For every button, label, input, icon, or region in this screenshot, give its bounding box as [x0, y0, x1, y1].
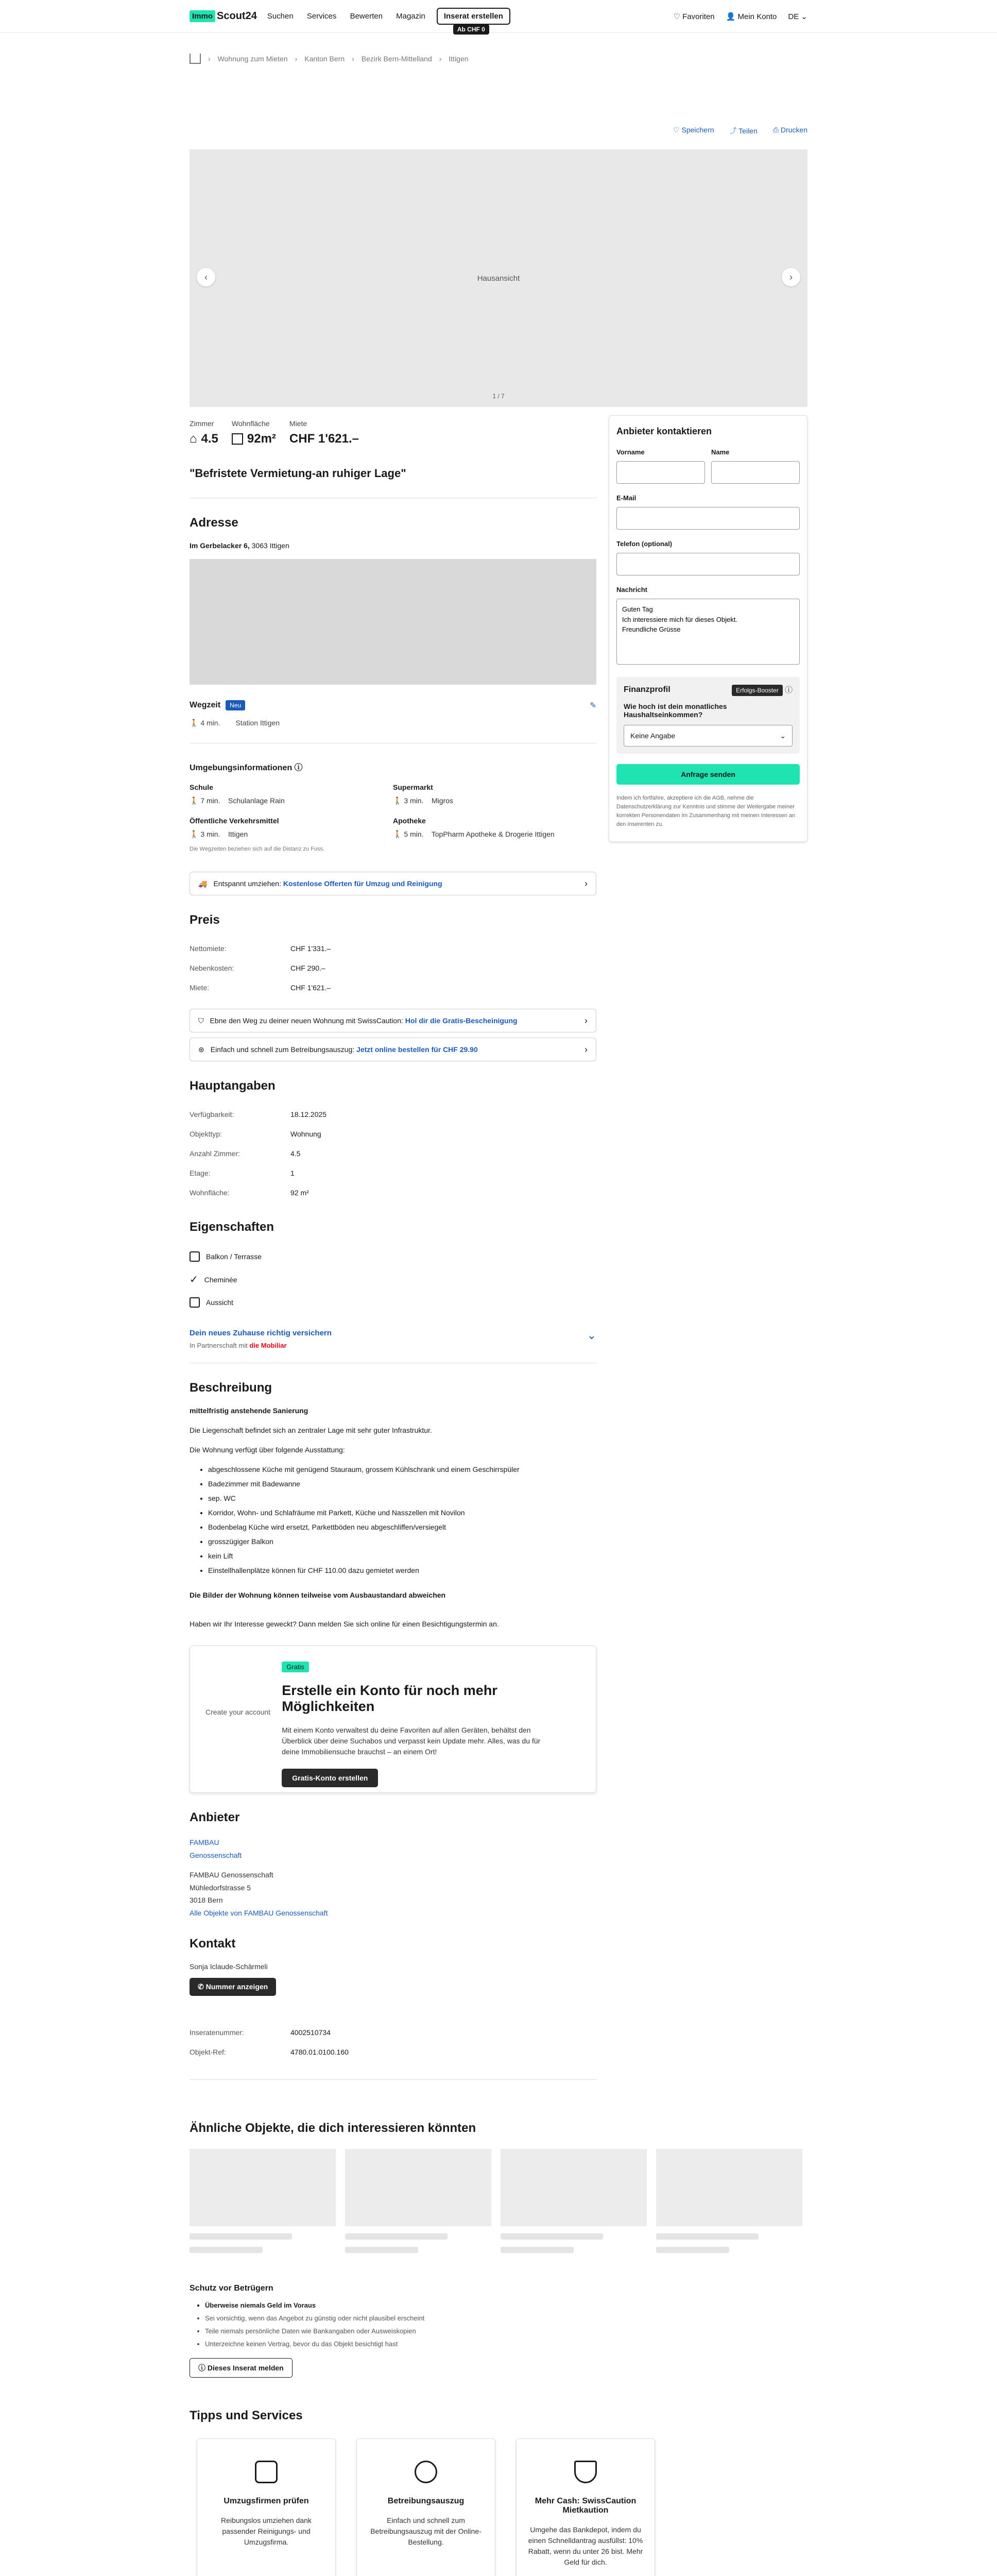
walk-icon: 🚶 [190, 830, 199, 838]
info-value: 92 m² [290, 1189, 309, 1197]
env-title: Apotheke [393, 817, 426, 825]
env-title: Supermarkt [393, 783, 433, 791]
route-heading: Wegzeit [190, 701, 221, 709]
walk-icon: 🚶 [190, 719, 199, 727]
share-label: Teilen [738, 127, 758, 135]
main-nav [267, 12, 437, 21]
email-label: E-Mail [616, 494, 637, 502]
env-name: TopPharm Apotheke & Drogerie Ittigen [431, 830, 555, 838]
tip-card-deposit [516, 2438, 655, 2576]
income-select[interactable] [624, 725, 793, 747]
show-number-label: Nummer anzeigen [205, 1982, 268, 1991]
message-textarea[interactable] [616, 599, 800, 665]
description-section [190, 1381, 596, 1628]
printer-icon: ⎙ [772, 126, 779, 134]
price-heading: Preis [190, 913, 220, 927]
info-icon[interactable]: ⓘ [784, 686, 793, 694]
feature-item [190, 1267, 596, 1292]
promo-link[interactable]: Hol dir die Gratis-Bescheinigung [405, 1016, 518, 1025]
home-icon[interactable] [190, 54, 201, 64]
walk-icon: 🚶 [393, 830, 402, 838]
breadcrumb [0, 33, 997, 84]
tips-services [0, 2409, 997, 2576]
info-label: Anzahl Zimmer: [190, 1149, 240, 1158]
card-image-placeholder [501, 2149, 647, 2226]
skeleton-line [345, 2233, 448, 2240]
free-badge: Gratis [282, 1662, 309, 1672]
tip-text: Reibungslos umziehen dank passender Reinigungs- und Umzugsfirma. [221, 2516, 312, 2546]
promo-text: Entspannt umziehen: [213, 879, 281, 888]
environment-grid [190, 783, 596, 839]
firstname-label: Vorname [616, 448, 645, 456]
walk-icon: 🚶 [190, 796, 199, 805]
env-time: 7 min. [200, 796, 220, 805]
promo-link[interactable]: Jetzt online bestellen für CHF 29.90 [356, 1045, 478, 1054]
id-row [190, 2042, 596, 2062]
insurance-promo[interactable] [190, 1329, 596, 1363]
route-section [190, 700, 596, 710]
chevron-right-icon: › [585, 878, 588, 889]
listing-ids [190, 2023, 596, 2080]
breadcrumb-item[interactable]: Kanton Bern [304, 55, 345, 63]
address-heading: Adresse [190, 516, 238, 530]
show-number-button[interactable] [190, 1978, 276, 1996]
chevron-down-icon[interactable]: ⌄ [587, 1329, 596, 1342]
chevron-right-icon: › [585, 1015, 588, 1026]
skeleton-line [656, 2233, 759, 2240]
skeleton-line [501, 2247, 574, 2253]
price-value: CHF 1'621.– [290, 984, 331, 992]
env-time: 5 min. [404, 830, 424, 838]
breadcrumb-item[interactable]: Bezirk Bern-Mittelland [361, 55, 432, 63]
chevron-right-icon: › [439, 55, 442, 63]
price-value: CHF 1'331.– [290, 944, 331, 953]
insert-listing-label: Inserat erstellen [443, 12, 503, 21]
description-paragraph: Haben wir Ihr Interesse geweckt? Dann melden Sie sich online für einen Besichtigungstermin an. [190, 1620, 499, 1628]
save-button[interactable] [673, 126, 714, 141]
gallery-counter: 1 / 7 [492, 393, 505, 400]
chevron-right-icon: › [208, 55, 211, 63]
key-fact-label: Miete [289, 419, 307, 428]
account-promo-card [190, 1646, 596, 1793]
main-info-heading: Hauptangaben [190, 1079, 276, 1093]
route-station: Station Ittigen [235, 719, 280, 727]
price-label: Miete: [190, 984, 210, 992]
insert-listing-button[interactable] [437, 8, 510, 33]
list-item: • Bodenbelag Küche wird ersetzt, Parkettböden neu abgeschliffen/versiegelt [208, 1523, 596, 1531]
nav-rate[interactable]: Bewerten [350, 12, 383, 21]
env-item-pharmacy [393, 817, 596, 839]
shield-icon [574, 2461, 597, 2483]
all-objects-link[interactable]: Alle Objekte von FAMBAU Genossenschaft [190, 1908, 328, 1917]
tips-heading: Tipps und Services [190, 2409, 303, 2422]
save-label: Speichern [681, 126, 714, 134]
skeleton-line [501, 2233, 603, 2240]
fraud-protection [0, 2284, 997, 2378]
income-question: Wie hoch ist dein monatliches Haushaltseinkommen? [624, 702, 727, 719]
report-label: Dieses Inserat melden [207, 2364, 284, 2372]
chevron-right-icon[interactable]: › [782, 268, 800, 286]
swisscaution-promo[interactable] [190, 1009, 596, 1032]
contact-name: Sonja Iclaude-Schärmeli [190, 1962, 268, 1971]
nav-search[interactable]: Suchen [267, 12, 294, 21]
firstname-input[interactable] [616, 461, 705, 484]
provider-city: 3018 Bern [190, 1896, 223, 1904]
id-label: Objekt-Ref: [190, 2048, 226, 2056]
share-button[interactable] [730, 126, 758, 141]
account-card-label: Create your account [205, 1708, 271, 1716]
skeleton-line [345, 2247, 418, 2253]
feature-item [190, 1292, 596, 1313]
address-city: 3063 Ittigen [251, 541, 289, 550]
promo-link[interactable]: Kostenlose Offerten für Umzug und Reinigung [283, 879, 442, 888]
provider-info [190, 1836, 596, 1919]
house-icon: ⌂ [190, 432, 197, 446]
env-name: Migros [432, 796, 454, 805]
booster-badge: Erfolgs-Booster [732, 685, 783, 696]
check-icon: ✓ [190, 1274, 198, 1285]
lastname-input[interactable] [711, 461, 800, 484]
main-content [190, 407, 596, 2080]
price-value: CHF 290.– [290, 964, 325, 972]
description-heading: Beschreibung [190, 1381, 272, 1395]
list-item: • grosszügiger Balkon [208, 1537, 596, 1546]
partner-text: In Partnerschaft mit [190, 1342, 248, 1349]
card-image-placeholder [656, 2149, 802, 2226]
chevron-right-icon: › [295, 55, 298, 63]
env-time: 3 min. [404, 796, 424, 805]
contact-heading: Kontakt [190, 1937, 236, 1951]
info-label: Etage: [190, 1169, 211, 1177]
env-name: Ittigen [228, 830, 248, 838]
tip-text: Umgehe das Bankdepot, indem du einen Schnelldantrag ausfüllst: 10% Rabatt, wenn du unter 26 bist. Mehr Geld für dich. [528, 2526, 643, 2566]
price-label: Nettomiete: [190, 944, 227, 953]
contact-form-heading: Anbieter kontaktieren [616, 426, 712, 436]
key-fact-label: Wohnfläche [231, 419, 270, 428]
info-label: Objekttyp: [190, 1130, 222, 1138]
similar-card-placeholder[interactable] [345, 2149, 491, 2253]
heart-icon: ♡ [673, 12, 680, 21]
heart-icon: ♡ [673, 126, 680, 134]
nav-services[interactable]: Services [306, 12, 337, 21]
nav-magazine[interactable]: Magazin [396, 12, 425, 21]
provider-link[interactable]: Genossenschaft [190, 1851, 242, 1859]
listing-title: "Befristete Vermietung-an ruhiger Lage" [190, 467, 596, 498]
skeleton-line [656, 2247, 729, 2253]
share-icon: ⤴ [729, 127, 737, 135]
favorites-label: Favoriten [682, 12, 715, 21]
features-heading: Eigenschaften [190, 1220, 274, 1234]
tip-title: Betreibungsauszug [387, 2497, 465, 2505]
breadcrumb-item[interactable]: Wohnung zum Mieten [217, 55, 288, 63]
card-image-placeholder [345, 2149, 491, 2226]
user-icon: 👤 [726, 12, 736, 21]
image-gallery[interactable] [190, 149, 807, 407]
key-fact-value: 92m² [247, 432, 276, 446]
chevron-left-icon[interactable]: ‹ [197, 268, 215, 286]
key-fact-value: 4.5 [201, 432, 218, 446]
info-value: Wohnung [290, 1130, 321, 1138]
logo-text: Scout24 [217, 10, 257, 22]
legal-text: Indem ich fortfahre, akzeptiere ich die AGB, nehme die Datenschutzerklärung zur Kenntnis und stimme der Weitergabe meiner korrekten Personendaten im Zusammenhang mit meinen Interessen an den Inserenten zu. [616, 795, 796, 828]
walk-icon: 🚶 [393, 796, 402, 805]
breadcrumb-item[interactable]: Ittigen [449, 55, 469, 63]
account-card-title: Erstelle ein Konto für noch mehr Möglichkeiten [282, 1683, 497, 1714]
create-account-button[interactable]: Gratis-Konto erstellen [282, 1769, 378, 1787]
area-icon [232, 433, 243, 445]
account-label: Mein Konto [737, 12, 777, 21]
list-item: • Überweise niemals Geld im Voraus [205, 2301, 807, 2309]
chevron-down-icon: ⌄ [801, 12, 807, 21]
id-value: 4002510734 [290, 2028, 331, 2037]
lastname-label: Name [711, 448, 730, 456]
tip-text: Einfach und schnell zum Betreibungsauszug mit der Online-Bestellung. [370, 2516, 482, 2546]
similar-objects [0, 2121, 997, 2253]
account-card-text: Mit einem Konto verwaltest du deine Favoriten auf allen Geräten, behältst den Überblick über deine Suchabos und verpasst kein Update mehr. Alles, was du für deine Immobiliensuche brauchst – an einem Ort! [282, 1726, 541, 1756]
skeleton-line [190, 2233, 292, 2240]
env-item-transport [190, 817, 393, 839]
list-item: • Korridor, Wohn- und Schlafräume mit Parkett, Küche und Nasszellen mit Novilon [208, 1509, 596, 1517]
description-list [208, 1465, 596, 1574]
list-item: • Badezimmer mit Badewanne [208, 1480, 596, 1488]
chevron-right-icon: › [585, 1044, 588, 1055]
balcony-icon [190, 1251, 200, 1262]
info-row [190, 1183, 596, 1202]
mobiliar-logo: die Mobiliar [249, 1342, 287, 1349]
logo-mark: Immo [190, 10, 215, 22]
account-link[interactable] [726, 12, 777, 21]
env-item-school [190, 783, 393, 805]
info-row [190, 1124, 596, 1144]
new-badge: Neu [226, 700, 245, 710]
price-row [190, 978, 596, 997]
view-icon [190, 1297, 200, 1308]
similar-card-placeholder[interactable] [656, 2149, 802, 2253]
provider-name: FAMBAU Genossenschaft [190, 1871, 273, 1879]
contact-form [609, 415, 807, 842]
route-time: 4 min. [200, 719, 220, 727]
info-row [190, 1105, 596, 1124]
environment-heading: Umgebungsinformationen ⓘ [190, 764, 303, 772]
info-value: 18.12.2025 [290, 1110, 327, 1118]
print-label: Drucken [780, 126, 807, 134]
key-fact-rooms [190, 419, 218, 446]
provider-heading: Anbieter [190, 1810, 240, 1824]
phone-input[interactable] [616, 553, 800, 575]
similar-card-placeholder[interactable] [190, 2149, 336, 2253]
edit-icon[interactable]: ✎ [590, 701, 596, 710]
info-row [190, 1163, 596, 1183]
list-item: • Unterzeichne keinen Vertrag, bevor du das Objekt besichtigt hast [205, 2340, 807, 2348]
info-label: Wohnfläche: [190, 1189, 230, 1197]
shield-icon: ⛉ [198, 1016, 204, 1025]
key-fact-area [232, 419, 276, 446]
info-value: 4.5 [290, 1149, 301, 1158]
list-item: • Teile niemals persönliche Daten wie Bankangaben oder Ausweiskopien [205, 2327, 807, 2335]
chevron-down-icon: ⌄ [780, 731, 786, 740]
env-name: Schulanlage Rain [228, 796, 285, 805]
tip-card-moving [197, 2438, 336, 2576]
key-fact-label: Zimmer [190, 419, 214, 428]
feature-label: Cheminée [204, 1275, 237, 1284]
feature-label: Balkon / Terrasse [206, 1252, 262, 1261]
id-value: 4780.01.0100.160 [290, 2048, 349, 2056]
list-item: • kein Lift [208, 1552, 596, 1560]
tip-title: Mehr Cash: SwissCaution Mietkaution [535, 2497, 637, 2515]
logo[interactable] [190, 10, 257, 22]
feature-item [190, 1246, 596, 1267]
favorites-link[interactable] [674, 12, 715, 21]
truck-icon [255, 2461, 278, 2483]
list-item: • abgeschlossene Küche mit genügend Stauraum, grossem Kühlschrank und einem Geschirrspüler [208, 1465, 596, 1473]
key-fact-rent [289, 419, 359, 446]
similar-heading: Ähnliche Objekte, die dich interessieren könnten [190, 2121, 476, 2135]
language-switcher[interactable] [788, 12, 807, 21]
env-item-supermarket [393, 783, 596, 805]
key-facts [190, 419, 596, 446]
description-paragraph: Die Wohnung verfügt über folgende Ausstattung: [190, 1446, 345, 1454]
promo-text: Ebne den Weg zu deiner neuen Wohnung mit SwissCaution: [210, 1016, 403, 1025]
description-paragraph: Die Liegenschaft befindet sich an zentraler Lage mit sehr guter Infrastruktur. [190, 1426, 432, 1434]
info-row [190, 1144, 596, 1163]
price-row [190, 958, 596, 978]
email-input[interactable] [616, 507, 800, 530]
tip-title: Umzugsfirmen prüfen [224, 2497, 309, 2505]
env-time: 3 min. [200, 830, 220, 838]
moving-promo[interactable] [190, 872, 596, 895]
environment-note: Die Wegzeiten beziehen sich auf die Distanz zu Fuss. [190, 846, 325, 852]
top-navigation [0, 0, 997, 33]
description-lead: mittelfristig anstehende Sanierung [190, 1406, 308, 1415]
language-label: DE [788, 12, 799, 21]
list-item: • Einstellhallenplätze können für CHF 110.00 dazu gemietet werden [208, 1566, 596, 1574]
listing-actions [0, 84, 997, 141]
skeleton-line [190, 2247, 263, 2253]
list-item: • Sei vorsichtig, wenn das Angebot zu günstig oder nicht plausibel erscheint [205, 2314, 807, 2322]
finance-profile [616, 677, 800, 754]
alert-icon: ⓘ [198, 2364, 205, 2372]
similar-card-placeholder[interactable] [501, 2149, 647, 2253]
route-row [190, 719, 596, 743]
description-note: Die Bilder der Wohnung können teilweise vom Ausbaustandard abweichen [190, 1591, 446, 1599]
env-title: Schule [190, 783, 213, 791]
price-row [190, 939, 596, 958]
report-listing-button[interactable] [190, 2358, 293, 2378]
phone-label: Telefon (optional) [616, 540, 673, 548]
provider-street: Mühledorfstrasse 5 [190, 1883, 251, 1892]
insurance-link[interactable]: Dein neues Zuhause richtig versichern [190, 1329, 332, 1337]
badge-icon [415, 2461, 437, 2483]
tip-card-extract [356, 2438, 495, 2576]
info-value: 1 [290, 1169, 295, 1177]
fraud-heading: Schutz vor Betrügern [190, 2284, 273, 2293]
address-street: Im Gerbelacker 6, [190, 541, 250, 550]
income-selected-value: Keine Angabe [630, 732, 676, 740]
address-text [190, 541, 596, 550]
contact-sidebar [609, 407, 807, 2080]
map[interactable] [190, 559, 596, 685]
provider-link[interactable]: FAMBAU [190, 1838, 219, 1846]
info-label: Verfügbarkeit: [190, 1110, 234, 1118]
truck-icon: 🚚 [198, 879, 208, 888]
print-button[interactable] [773, 126, 807, 141]
feature-label: Aussicht [206, 1298, 233, 1307]
key-fact-value: CHF 1'621.– [289, 432, 359, 446]
chevron-right-icon: › [352, 55, 354, 63]
insert-price-badge: Ab CHF 0 [453, 24, 489, 35]
send-request-button[interactable]: Anfrage senden [616, 764, 800, 785]
finance-title: Finanzprofil [624, 685, 671, 694]
gallery-placeholder: Hausansicht [477, 274, 520, 283]
info-icon[interactable]: ⓘ [294, 764, 303, 772]
id-row [190, 2023, 596, 2042]
debt-extract-promo[interactable] [190, 1038, 596, 1061]
price-label: Nebenkosten: [190, 964, 234, 972]
message-label: Nachricht [616, 586, 647, 594]
list-item: • sep. WC [208, 1494, 596, 1502]
phone-icon: ✆ [198, 1982, 204, 1991]
badge-icon: ⊛ [198, 1045, 204, 1054]
id-label: Inseratenummer: [190, 2028, 244, 2037]
card-image-placeholder [190, 2149, 336, 2226]
promo-text: Einfach und schnell zum Betreibungsauszug: [210, 1045, 355, 1054]
env-title: Öffentliche Verkehrsmittel [190, 817, 279, 825]
